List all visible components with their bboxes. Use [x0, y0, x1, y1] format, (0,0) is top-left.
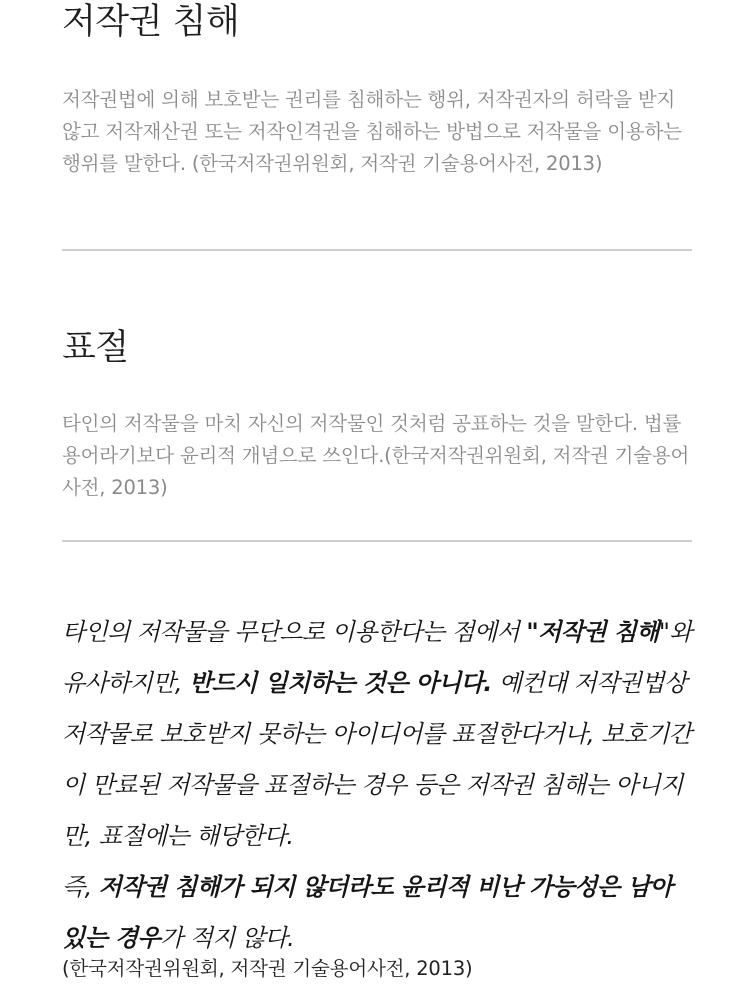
commentary-text: "와 유사하지만, [62, 618, 692, 697]
commentary-emphasis: 저작권 침해가 되지 않더라도 윤리적 비난 가능성은 남아있는 경우 [62, 873, 673, 952]
commentary-text: 예컨대 저작권법상 저작물로 보호받지 못하는 아이디어를 표절한다거나, 보호기간이 만료된 저작물을 표절하는 경우 등은 저작권 침해는 아니지만, 표절에는 해당한다. [62, 669, 692, 850]
commentary-text: 타인의 저작물을 무단으로 이용한다는 점에서 [62, 618, 527, 646]
commentary-emphasis: 반드시 일치하는 것은 아니다. [188, 669, 492, 697]
section-title-plagiarism: 표절 [62, 328, 129, 368]
commentary-text: 즉, [62, 873, 99, 901]
section-title-copyright-infringement: 저작권 침해 [62, 2, 240, 42]
section-divider [62, 540, 692, 542]
citation: (한국저작권위원회, 저작권 기술용어사전, 2013) [62, 957, 473, 980]
section-divider [62, 249, 692, 251]
definition-plagiarism: 타인의 저작물을 마치 자신의 저작물인 것처럼 공표하는 것을 말한다. 법률 용어라기보다 윤리적 개념으로 쓰인다.(한국저작권위원회, 저작권 기술용어사전, 2013) [62, 412, 690, 499]
definition-copyright-infringement: 저작권법에 의해 보호받는 권리를 침해하는 행위, 저작권자의 허락을 받지 않고 저작재산권 또는 저작인격권을 침해하는 방법으로 저작물을 이용하는 행위를 말한다. (한국저작권위원회, 저작권 기술용어사전, 2013) [62, 88, 682, 175]
commentary-text: 가 적지 않다. [160, 924, 295, 952]
commentary-emphasis: "저작권 침해 [526, 618, 659, 646]
commentary-paragraph [62, 607, 692, 964]
